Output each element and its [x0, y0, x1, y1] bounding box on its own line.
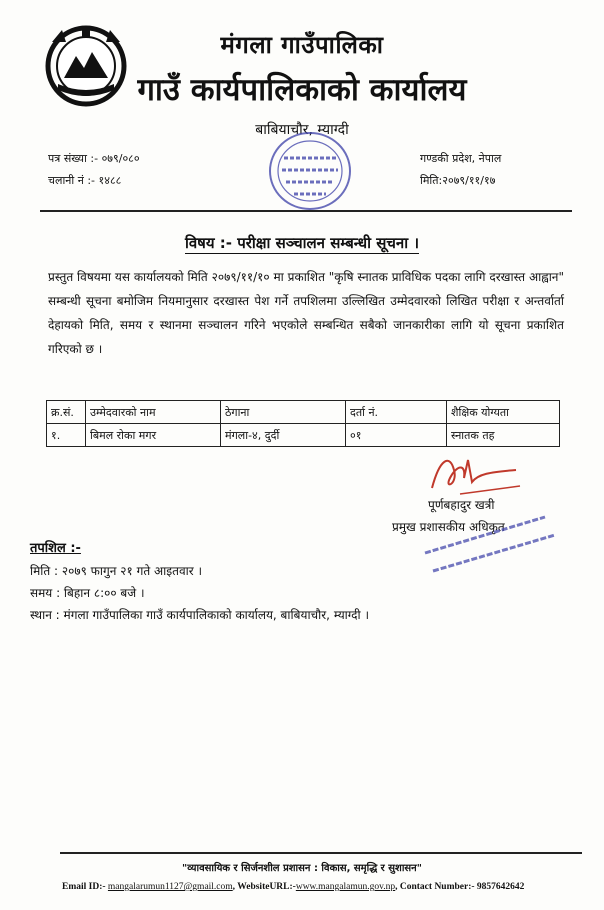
office-stamp-icon	[262, 128, 358, 214]
letter-date: मिति:२०७९/११/१७	[420, 174, 496, 187]
designation-stamp-icon	[405, 495, 565, 585]
email-label: Email ID:-	[62, 882, 108, 892]
details-block	[30, 560, 369, 626]
notice-body: प्रस्तुत विषयमा यस कार्यालयको मिति २०७९/११/१० मा प्रकाशित "कृषि स्नातक प्राविधिक पदका लागि दरखास्त आह्वान" सम्बन्धी सूचना बमोजिम नियमानुसार दरखास्त पेश गर्ने तपशिलमा उल्लिखित उम्मेदवारको लिखित परीक्षा र अन्तर्वार्ता देहायको मिति, समय र स्थानमा सञ्चालन गरिने भएकोले सम्बन्धित सबैको जानकारीका लागि यो सूचना प्रकाशित गरिएको छ ।	[48, 270, 564, 356]
table-cell: ०१	[346, 424, 447, 447]
table-cell: १.	[47, 424, 86, 447]
letter-number: पत्र संख्या :- ०७९/०८०	[48, 152, 140, 165]
signature-icon	[420, 448, 530, 500]
contact-number: , Contact Number:- 9857642642	[395, 882, 525, 892]
details-heading: तपशिल :-	[30, 541, 81, 556]
table-header-cell: शैक्षिक योग्यता	[447, 401, 560, 424]
header-divider	[40, 210, 572, 212]
province-label: गण्डकी प्रदेश, नेपाल	[420, 152, 502, 165]
candidate-table	[46, 400, 560, 447]
signatory-title: प्रमुख प्रशासकीय अधिकृत	[392, 520, 505, 534]
footer-contact	[62, 882, 524, 892]
municipality-name: मंगला गाउँपालिका	[220, 31, 384, 59]
footer-divider	[60, 852, 582, 854]
table-header-cell: दर्ता नं.	[346, 401, 447, 424]
website-link[interactable]: www.mangalamun.gov.np	[295, 882, 396, 892]
email-link[interactable]: mangalarumun1127@gmail.com	[107, 882, 233, 892]
exam-place: स्थान : मंगला गाउँपालिका गाउँ कार्यपालिकाको कार्यालय, बाबियाचौर, म्याग्दी ।	[30, 608, 369, 622]
notice-subject	[0, 233, 604, 253]
table-cell: मंगला-४, दुर्दी	[221, 424, 346, 447]
reference-block	[48, 148, 140, 192]
exam-time: समय : बिहान ८:०० बजे ।	[30, 586, 145, 600]
office-name: गाउँ कार्यपालिकाको कार्यालय	[137, 72, 467, 108]
website-label: , WebsiteURL:-	[232, 882, 296, 892]
table-cell: स्नातक तह	[447, 424, 560, 447]
table-header-cell: ठेगाना	[221, 401, 346, 424]
office-address: बाबियाचौर, म्याग्दी	[255, 122, 349, 138]
location-date-block	[420, 148, 501, 192]
table-row	[47, 424, 560, 447]
signatory-name: पूर्णबहादुर खत्री	[428, 498, 495, 512]
table-header-row	[47, 401, 560, 424]
table-header-cell: उम्मेदवारको नाम	[86, 401, 221, 424]
table-cell: बिमल रोका मगर	[86, 424, 221, 447]
exam-date: मिति : २०७९ फागुन २१ गते आइतवार ।	[30, 564, 203, 578]
subject-text: विषय :- परीक्षा सञ्चालन सम्बन्धी सूचना ।	[184, 234, 420, 252]
table-header-cell: क्र.सं.	[47, 401, 86, 424]
dispatch-number: चलानी नं :- १४८८	[48, 174, 122, 187]
footer-motto: "व्यावसायिक र सिर्जनशील प्रशासन : विकास, समृद्धि र सुशासन"	[182, 863, 422, 874]
